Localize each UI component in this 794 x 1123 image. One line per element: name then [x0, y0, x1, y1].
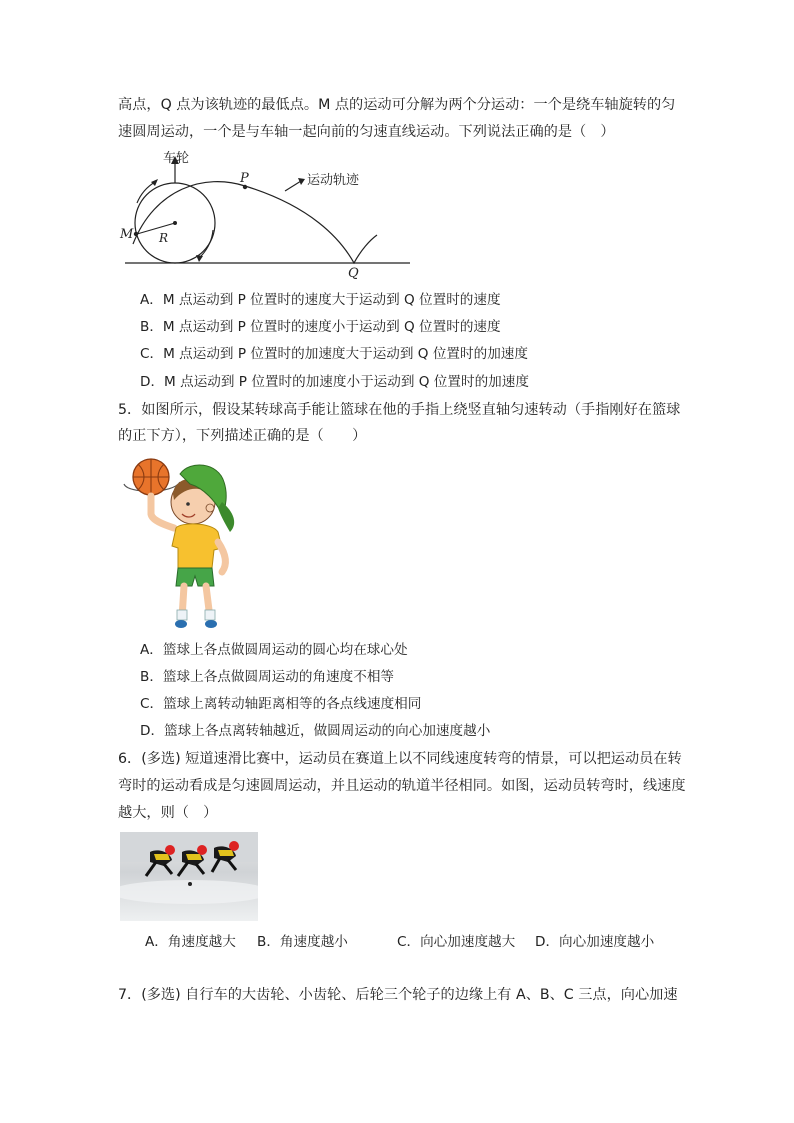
q6-option-d: D．向心加速度越小: [535, 934, 655, 950]
q4-option-d: D．M 点运动到 P 位置时的加速度小于运动到 Q 位置时的加速度: [140, 374, 529, 390]
q4-option-c: C．M 点运动到 P 位置时的加速度大于运动到 Q 位置时的加速度: [140, 346, 528, 362]
q5-option-b: B．篮球上各点做圆周运动的角速度不相等: [140, 669, 395, 685]
radius-label: R: [159, 231, 169, 245]
rotation-arrow-upper: [137, 182, 155, 203]
q7-line1: 7．(多选) 自行车的大齿轮、小齿轮、后轮三个轮子的边缘上有 A、B、C 三点，向心加速: [118, 987, 678, 1003]
basketball-boy-illustration: [118, 452, 243, 632]
wheel-trajectory-figure: [115, 148, 415, 280]
q6-line2: 弯时的运动看成是匀速圆周运动，并且运动的轨道半径相同。如图，运动员转弯时，线速度: [118, 778, 686, 794]
q6-line3: 越大，则（ ）: [118, 805, 218, 821]
trajectory-curve: [133, 182, 377, 263]
trajectory-label: 运动轨迹: [307, 173, 360, 188]
q5-line2: 的正下方），下列描述正确的是（ ）: [118, 428, 367, 444]
wheel-label: 车轮: [163, 151, 190, 166]
q4-option-a: A．M 点运动到 P 位置时的速度大于运动到 Q 位置时的速度: [140, 292, 501, 308]
q5-line1: 5．如图所示，假设某转球高手能让篮球在他的手指上绕竖直轴匀速转动（手指刚好在篮球: [118, 402, 681, 418]
q6-line1: 6．(多选) 短道速滑比赛中，运动员在赛道上以不同线速度转弯的情景，可以把运动员在转: [118, 751, 682, 767]
q4-intro-line2: 速圆周运动，一个是与车轴一起向前的匀速直线运动。下列说法正确的是（ ）: [118, 124, 615, 140]
point-m-label: M: [120, 227, 134, 242]
speed-skating-photo: [120, 832, 258, 921]
point-q-label: Q: [348, 266, 359, 280]
q6-option-c: C．向心加速度越大: [397, 934, 516, 950]
q4-option-b: B．M 点运动到 P 位置时的速度小于运动到 Q 位置时的速度: [140, 319, 501, 335]
q5-option-a: A．篮球上各点做圆周运动的圆心均在球心处: [140, 642, 408, 658]
q5-option-c: C．篮球上离转动轴距离相等的各点线速度相同: [140, 696, 422, 712]
q5-option-d: D．篮球上各点离转轴越近，做圆周运动的向心加速度越小: [140, 723, 491, 739]
q4-intro-line1: 高点，Q 点为该轨迹的最低点。M 点的运动可分解为两个分运动：一个是绕车轴旋转的匀: [118, 97, 676, 113]
q6-option-b: B．角速度越小: [257, 934, 348, 950]
q6-option-a: A．角速度越大: [145, 934, 236, 950]
trajectory-arrow: [285, 181, 301, 191]
point-p-label: P: [240, 171, 249, 186]
